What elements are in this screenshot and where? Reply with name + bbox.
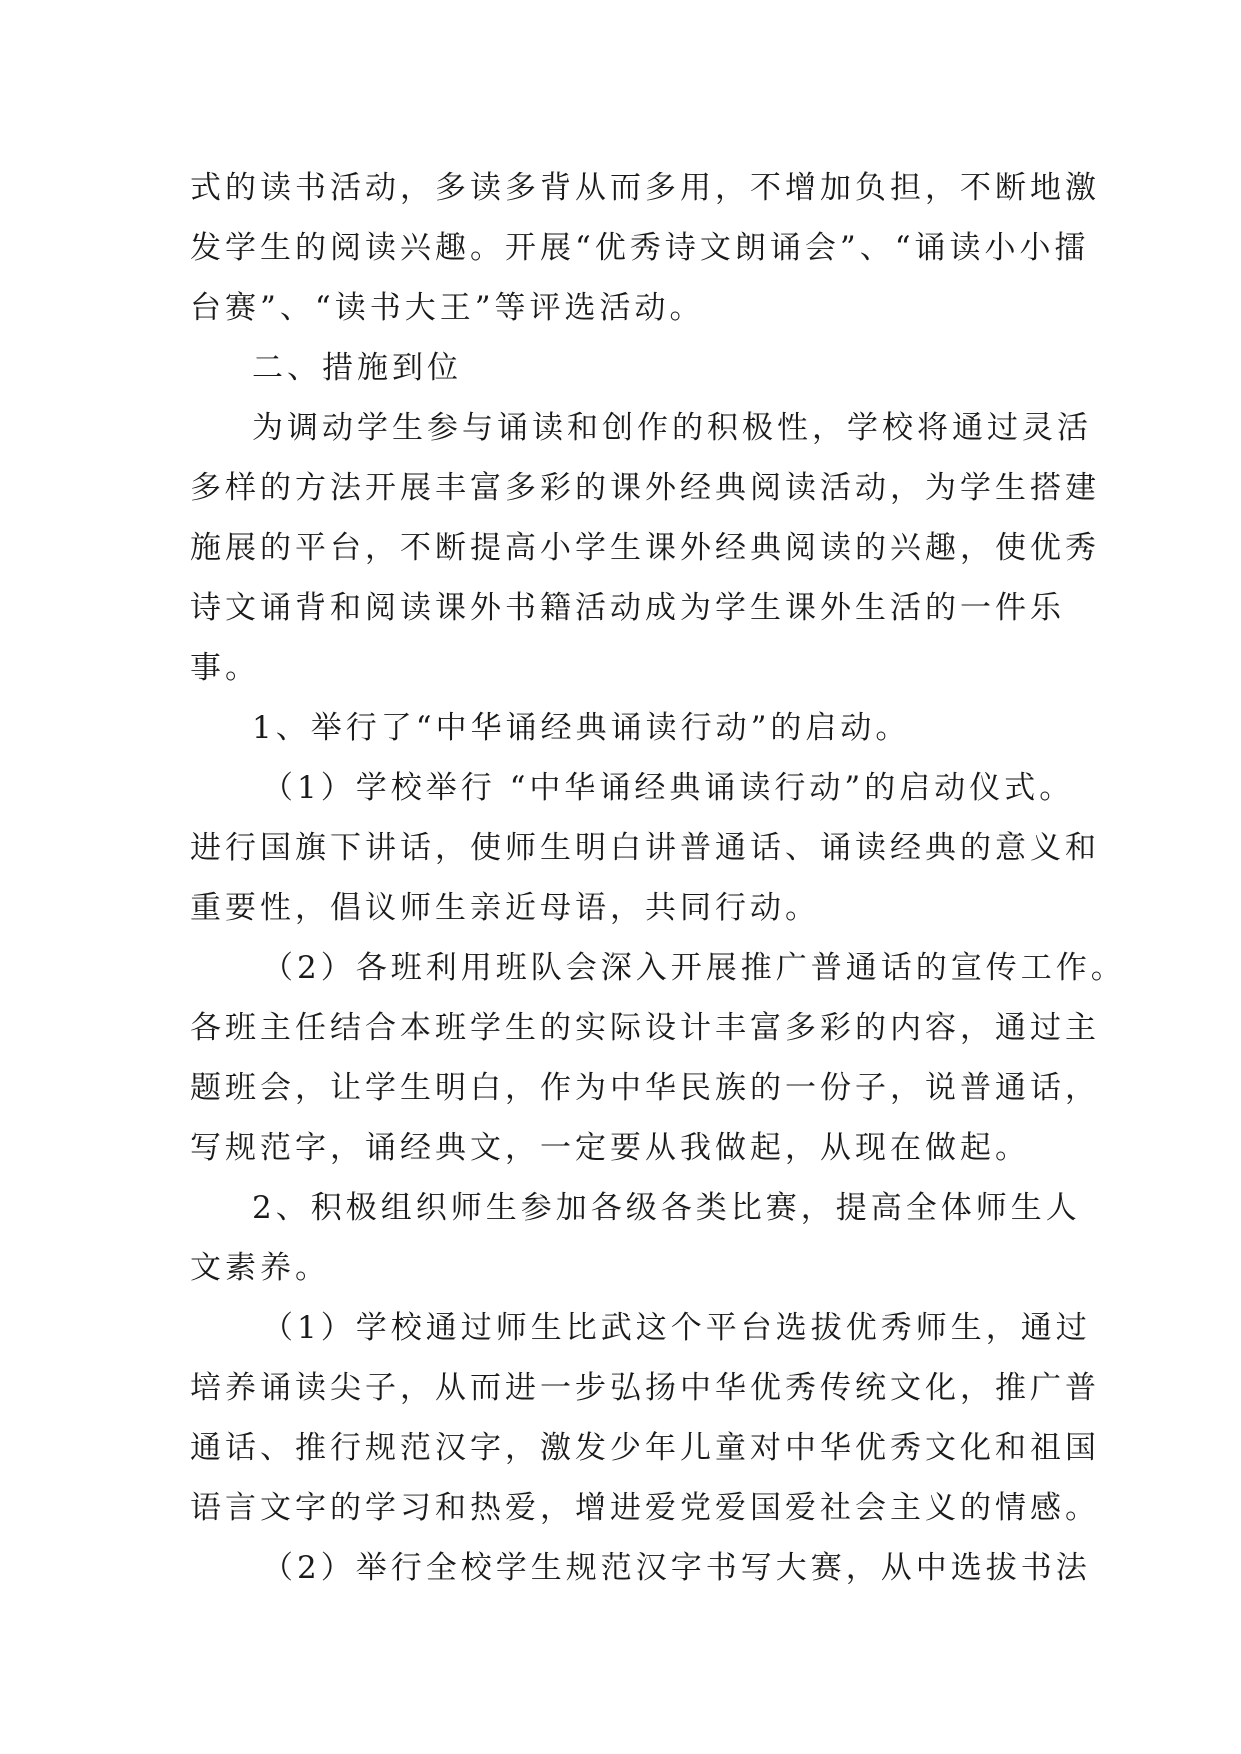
- text-line: 文素养。: [190, 1250, 330, 1286]
- text-line: （2）各班利用班队会深入开展推广普通话的宣传工作。: [262, 950, 1126, 986]
- document-body: [190, 158, 1126, 1598]
- subsection-heading: 1、举行了“中华诵经典诵读行动”的启动。: [252, 710, 911, 746]
- section-heading: 二、措施到位: [252, 350, 462, 386]
- text-line: 台赛”、“读书大王”等评选活动。: [190, 290, 705, 326]
- text-line: （1）学校通过师生比武这个平台选拔优秀师生，通过: [262, 1310, 1091, 1346]
- text-line: 发学生的阅读兴趣。开展“优秀诗文朗诵会”、“诵读小小擂: [190, 230, 1090, 266]
- text-line: 进行国旗下讲话，使师生明白讲普通话、诵读经典的意义和: [190, 830, 1100, 866]
- text-line: 题班会，让学生明白，作为中华民族的一份子，说普通话，: [190, 1070, 1100, 1106]
- text-line: 语言文字的学习和热爱，增进爱党爱国爱社会主义的情感。: [190, 1490, 1100, 1526]
- text-line: 重要性，倡议师生亲近母语，共同行动。: [190, 890, 820, 926]
- subsection-heading: 2、积极组织师生参加各级各类比赛，提高全体师生人: [252, 1190, 1081, 1226]
- text-line: 事。: [190, 650, 260, 686]
- text-line: （2）举行全校学生规范汉字书写大赛，从中选拔书法: [262, 1550, 1091, 1586]
- text-line: （1）学校举行 “中华诵经典诵读行动”的启动仪式。: [262, 770, 1075, 806]
- text-line: 各班主任结合本班学生的实际设计丰富多彩的内容，通过主: [190, 1010, 1100, 1046]
- text-line: 多样的方法开展丰富多彩的课外经典阅读活动，为学生搭建: [190, 470, 1100, 506]
- text-line: 培养诵读尖子，从而进一步弘扬中华优秀传统文化，推广普: [190, 1370, 1100, 1406]
- text-line: 通话、推行规范汉字，激发少年儿童对中华优秀文化和祖国: [190, 1430, 1100, 1466]
- text-line: 式的读书活动，多读多背从而多用，不增加负担，不断地激: [190, 170, 1100, 206]
- text-line: 诗文诵背和阅读课外书籍活动成为学生课外生活的一件乐: [190, 590, 1065, 626]
- text-line: 写规范字，诵经典文，一定要从我做起，从现在做起。: [190, 1130, 1030, 1166]
- text-line: 施展的平台，不断提高小学生课外经典阅读的兴趣，使优秀: [190, 530, 1100, 566]
- text-line: 为调动学生参与诵读和创作的积极性，学校将通过灵活: [252, 410, 1092, 446]
